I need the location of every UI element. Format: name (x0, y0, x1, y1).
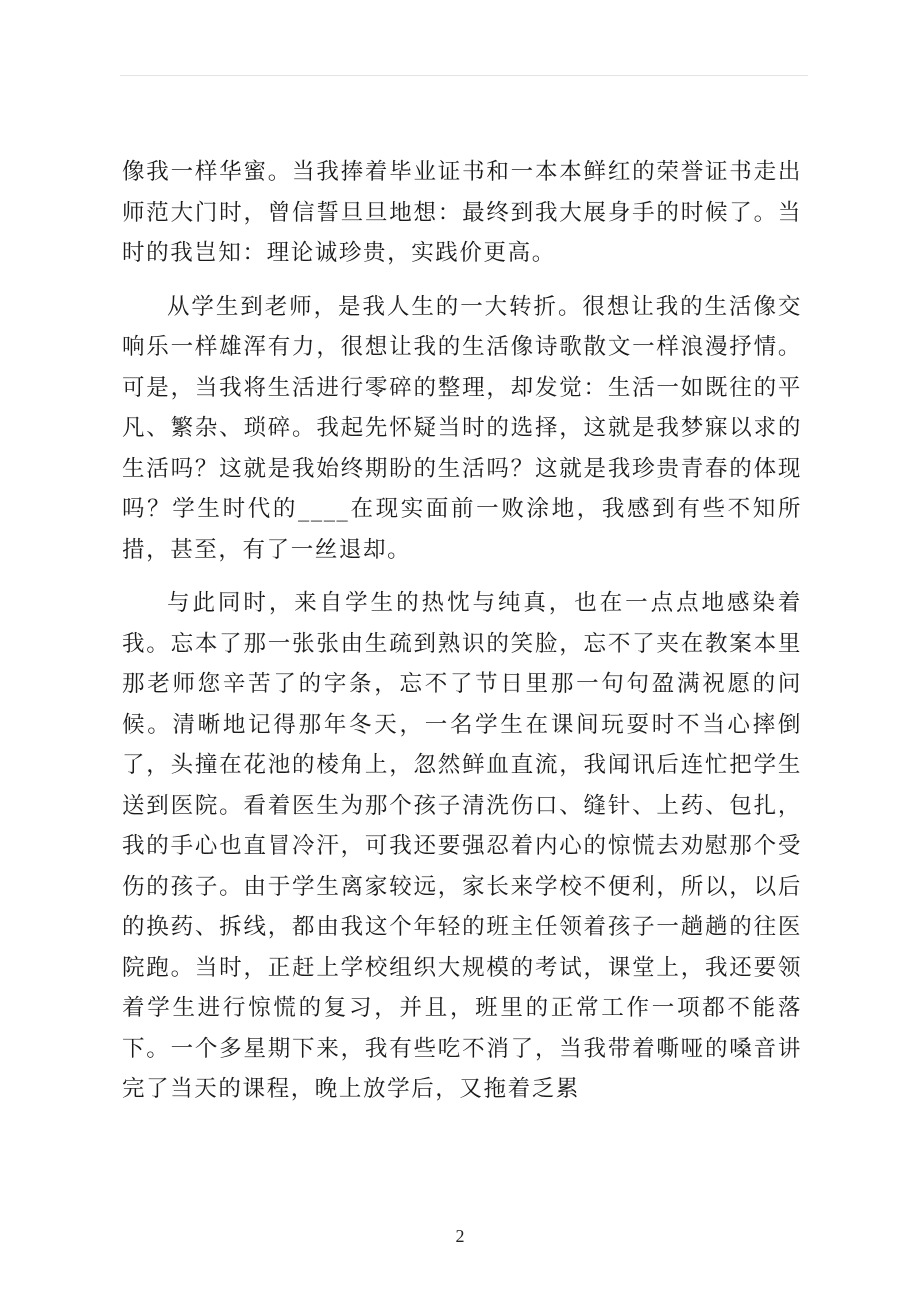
page-number: 2 (455, 1226, 465, 1246)
header-divider (120, 75, 808, 76)
paragraph-2: 从学生到老师，是我人生的一大转折。很想让我的生活像交响乐一样雄浑有力，很想让我的生活像诗歌散文一样浪漫抒情。可是，当我将生活进行零碎的整理，却发觉：生活一如既往的平凡、繁杂、琐碎。我起先怀疑当时的选择，这就是我梦寐以求的生活吗？这就是我始终期盼的生活吗？这就是我珍贵青春的体现吗？学生时代的____在现实面前一败涂地，我感到有些不知所措，甚至，有了一丝退却。 (122, 293, 802, 563)
paragraph-1: 像我一样华蜜。当我捧着毕业证书和一本本鲜红的荣誉证书走出师范大门时，曾信誓旦旦地想：最终到我大展身手的时候了。当时的我岂知：理论诚珍贵，实践价更高。 (122, 159, 802, 266)
document-body (122, 152, 802, 1110)
paragraph-3: 与此同时，来自学生的热忱与纯真，也在一点点地感染着我。忘本了那一张张由生疏到熟识的笑脸，忘不了夹在教案本里那老师您辛苦了的字条，忘不了节日里那一句句盈满祝愿的问候。清晰地记得那年冬天，一名学生在课间玩耍时不当心摔倒了，头撞在花池的棱角上，忽然鲜血直流，我闻讯后连忙把学生送到医院。看着医生为那个孩子清洗伤口、缝针、上药、包扎，我的手心也直冒冷汗，可我还要强忍着内心的惊慌去劝慰那个受伤的孩子。由于学生离家较远，家长来学校不便利，所以，以后的换药、拆线，都由我这个年轻的班主任领着孩子一趟趟的往医院跑。当时，正赶上学校组织大规模的考试，课堂上，我还要领着学生进行惊慌的复习，并且，班里的正常工作一项都不能落下。一个多星期下来，我有些吃不消了，当我带着嘶哑的嗓音讲完了当天的课程，晚上放学后，又拖着乏累 (122, 590, 802, 1102)
